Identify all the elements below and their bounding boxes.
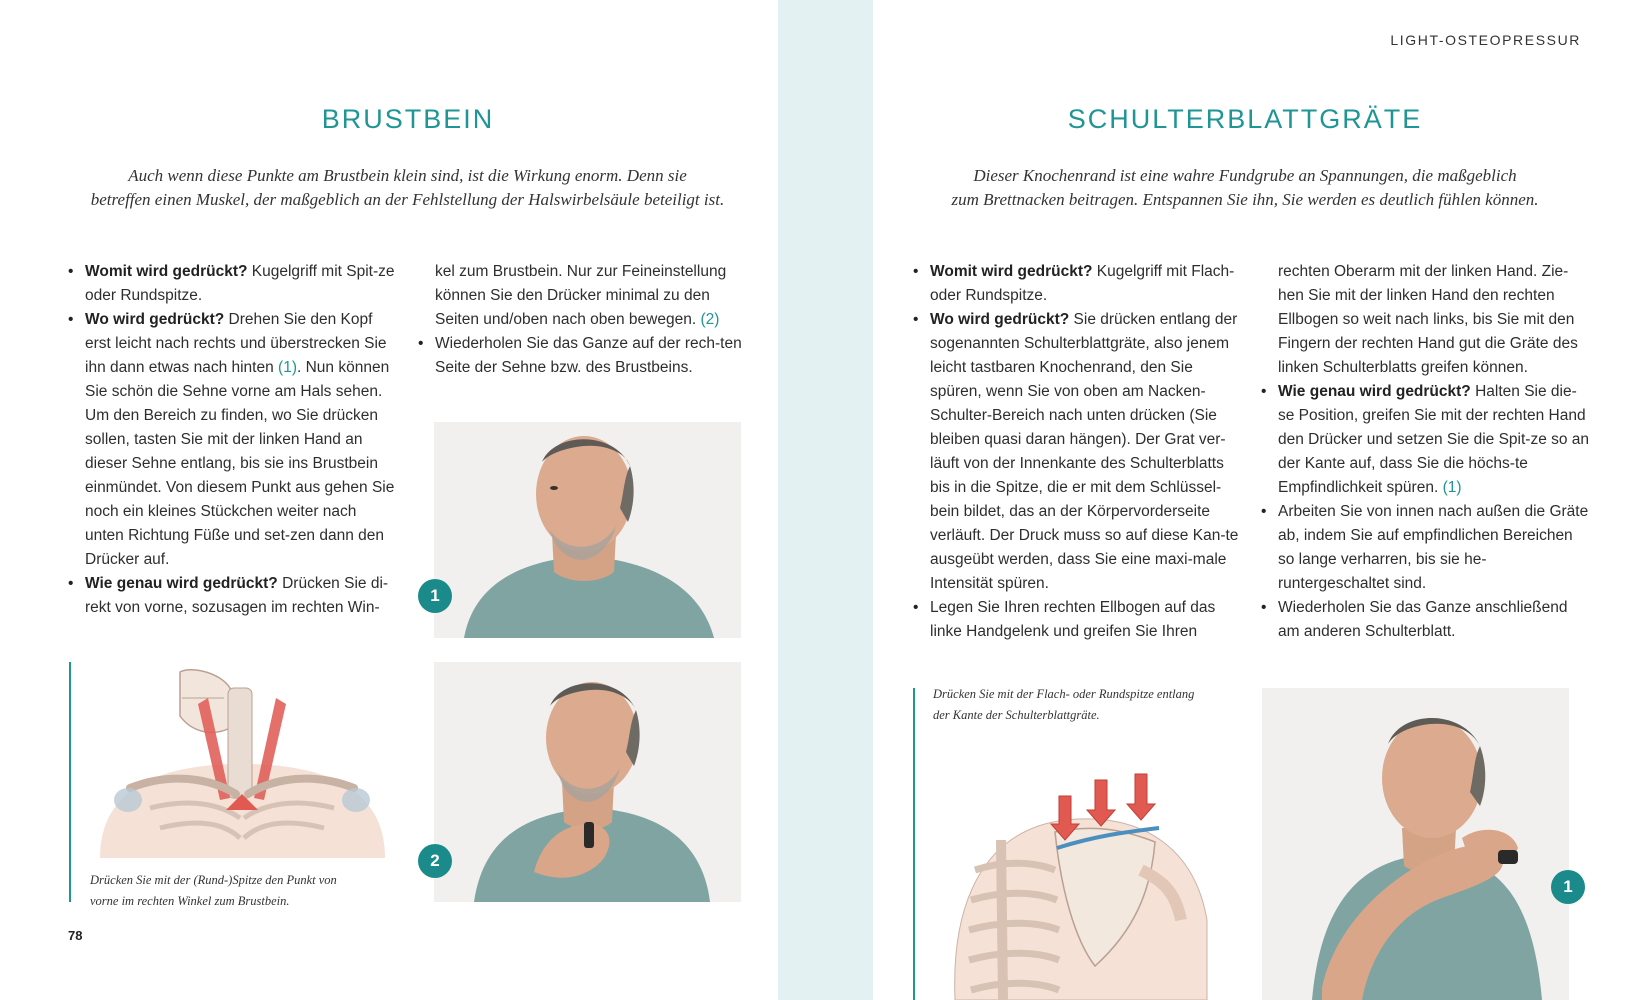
bullet-text: Legen Sie Ihren rechten Ellbogen auf das linke Handgelenk und greifen Sie Ihren <box>930 599 1216 640</box>
caption-line: Drücken Sie mit der (Rund-)Spitze den Punkt von <box>90 873 337 887</box>
illustration-caption-schulterblattgraete <box>933 684 1263 726</box>
text-column-left-1 <box>68 260 398 620</box>
bullet-text: Wiederholen Sie das Ganze auf der rech-ten Seite der Sehne bzw. des Brustbeins. <box>435 335 742 376</box>
bullet-item <box>913 308 1243 596</box>
photo-pressing-sternum <box>434 662 741 902</box>
question-label: Wo wird gedrückt? <box>930 311 1070 328</box>
intro-line: zum Brettnacken beitragen. Entspannen Sie ihn, Sie werden es deutlich fühlen können. <box>951 190 1539 209</box>
man-head-tilted-illustration <box>434 422 741 638</box>
neck-sternum-anatomy-illustration <box>90 668 395 858</box>
bullet-text: Drehen Sie den Kopf erst leicht nach rechts und überstrecken Sie ihn dann etwas nach hinten <box>85 311 387 376</box>
page-title-schulterblattgraete: SCHULTERBLATTGRÄTE <box>1067 104 1423 134</box>
bullet-item <box>68 260 398 308</box>
bullet-item <box>1261 596 1591 644</box>
bullet-item <box>1261 500 1591 596</box>
figure-ref: (1) <box>1442 479 1462 496</box>
intro-line: betreffen einen Muskel, der maßgeblich an der Fehlstellung der Halswirbelsäule beteiligt ist. <box>90 190 725 209</box>
caption-line: der Kante der Schulterblattgräte. <box>933 708 1100 722</box>
page-number: 78 <box>68 928 83 943</box>
photo-head-tilted <box>434 422 741 638</box>
page-title-brustbein: BRUSTBEIN <box>321 104 495 134</box>
intro-line: Dieser Knochenrand ist eine wahre Fundgrube an Spannungen, die maßgeblich <box>973 166 1517 185</box>
bullet-text: Wiederholen Sie das Ganze anschließend am anderen Schulterblatt. <box>1278 599 1568 640</box>
photo-pressing-shoulder-blade <box>1262 688 1569 1000</box>
illustration-shoulder-blade <box>945 770 1215 1000</box>
intro-line: Auch wenn diese Punkte am Brustbein klein sind, ist die Wirkung enorm. Denn sie <box>128 166 687 185</box>
text-column-right-1 <box>913 260 1243 644</box>
bullet-text: Sie drücken entlang der sogenannten Schulterblattgräte, also jenem leicht tastbaren Knochenrand, den Sie spüren, wenn Sie von oben am Nacken-Schulter-Bereich nach unten drücken (Sie bleiben quasi daran hängen). Der Grat ver-läuft von der Innenkante des Schulterblatts bis in die Spitze, die er mit dem Schlüssel-bein bildet, das an der Körpervorderseite verläuft. Der Druck muss so auf diese Kan-te ausgeübt werden, dass Sie eine maxi-male Intensität spüren. <box>930 311 1239 592</box>
figure-ref: (2) <box>700 311 720 328</box>
caption-line: vorne im rechten Winkel zum Brustbein. <box>90 894 290 908</box>
figure-ref: (1) <box>278 359 297 376</box>
text-column-left-2 <box>418 260 748 380</box>
intro-schulterblattgraete <box>880 164 1610 212</box>
question-label: Womit wird gedrückt? <box>930 263 1093 280</box>
bullet-item <box>913 596 1243 644</box>
question-label: Womit wird gedrückt? <box>85 263 248 280</box>
continued-paragraph: rechten Oberarm mit der linken Hand. Zie-hen Sie mit der linken Hand den rechten Ellbogen so weit nach links, bis Sie mit den Fingern der rechten Hand gut die Gräte des linken Schulterblatts greifen können. <box>1278 263 1578 376</box>
shoulder-blade-anatomy-illustration <box>945 770 1215 1000</box>
bullet-text: Kugelgriff mit Flach- oder Rundspitze. <box>930 263 1235 304</box>
figure-badge-2: 2 <box>418 844 452 878</box>
illustration-rule <box>69 662 71 902</box>
figure-badge-1: 1 <box>418 579 452 613</box>
continued-paragraph: kel zum Brustbein. Nur zur Feineinstellung können Sie den Drücker minimal zu den Seiten und/oben nach oben bewegen. (2) <box>435 263 727 328</box>
illustration-neck-sternum <box>90 668 395 858</box>
question-label: Wie genau wird gedrückt? <box>1278 383 1471 400</box>
bullet-text: Drücken Sie di-rekt von vorne, sozusagen im rechten Win- <box>85 575 389 616</box>
man-pressing-shoulder-blade-illustration <box>1262 688 1569 1000</box>
question-label: Wo wird gedrückt? <box>85 311 225 328</box>
bullet-item <box>418 332 748 380</box>
bullet-item <box>1261 380 1591 500</box>
bullet-text: Arbeiten Sie von innen nach außen die Gräte ab, indem Sie auf empfindlichen Bereichen so lange verharren, bis sie he-runtergeschaltet sind. <box>1278 503 1589 592</box>
bullet-text: Kugelgriff mit Spit-ze oder Rundspitze. <box>85 263 395 304</box>
man-pressing-sternum-illustration <box>434 662 741 902</box>
bullet-text: Halten Sie die-se Position, greifen Sie mit der rechten Hand den Drücker und setzen Sie die Spit-ze so an der Kante auf, dass Sie die höchs-te Empfindlichkeit spüren. <box>1278 383 1590 496</box>
page-gutter <box>778 0 873 1000</box>
bullet-item <box>68 572 398 620</box>
text-column-right-2 <box>1261 260 1591 644</box>
bullet-text: . Nun können Sie schön die Sehne vorne am Hals sehen. Um den Bereich zu finden, wo Sie drücken sollen, tasten Sie mit der linken Hand an dieser Sehne entlang, bis sie ins Brustbein einmündet. Von diesem Punkt aus gehen Sie noch ein kleines Stückchen weiter nach unten Richtung Füße und set-zen dann den Drücker auf. <box>85 359 395 568</box>
bullet-item <box>913 260 1243 308</box>
illustration-rule <box>913 688 915 1000</box>
question-label: Wie genau wird gedrückt? <box>85 575 278 592</box>
running-head: LIGHT-OSTEOPRESSUR <box>1390 32 1581 48</box>
bullet-item <box>68 308 398 572</box>
illustration-caption-brustbein <box>90 870 390 912</box>
caption-line: Drücken Sie mit der Flach- oder Rundspitze entlang <box>933 687 1195 701</box>
intro-brustbein <box>40 164 775 212</box>
figure-badge-1: 1 <box>1551 870 1585 904</box>
